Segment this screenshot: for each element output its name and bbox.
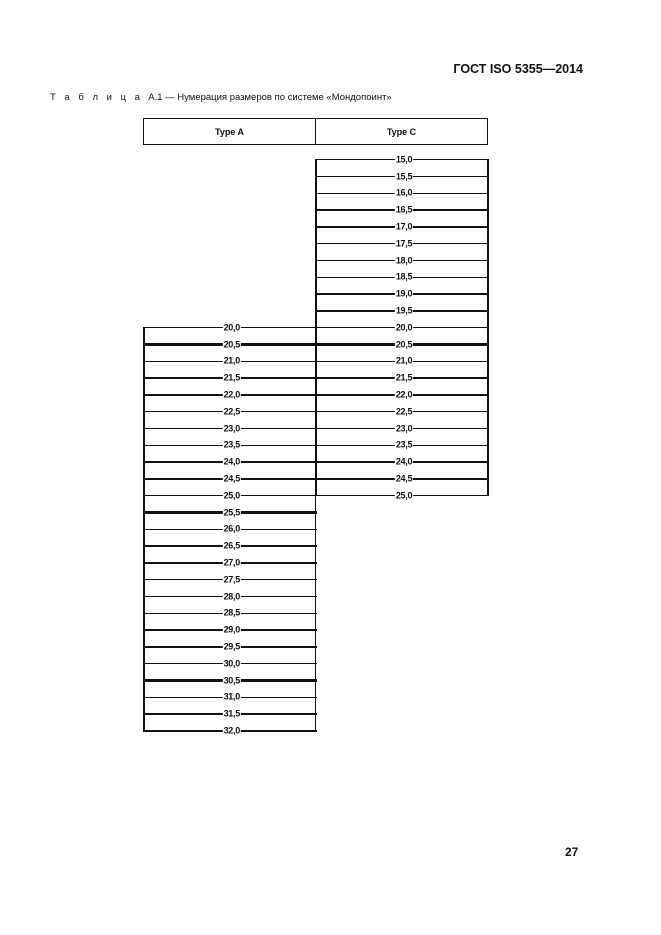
- caption-text: А.1 — Нумерация размеров по системе «Мондопоинт»: [148, 92, 392, 103]
- size-value: 22,0: [223, 389, 240, 400]
- size-value: 25,5: [223, 507, 240, 517]
- size-value: 31,0: [223, 691, 240, 702]
- table-header: [143, 118, 488, 145]
- size-value: 24,0: [395, 456, 413, 467]
- size-value: 18,5: [395, 271, 413, 282]
- size-value: 16,0: [395, 187, 413, 198]
- size-value: 30,5: [223, 675, 240, 685]
- size-value: 23,5: [395, 439, 413, 450]
- size-value: 24,5: [395, 473, 413, 484]
- size-value: 25,0: [395, 490, 413, 501]
- size-value: 17,5: [395, 238, 413, 249]
- caption-prefix: Т а б л и ц а: [50, 92, 143, 103]
- size-value: 27,5: [223, 574, 240, 585]
- size-value: 28,0: [223, 591, 240, 601]
- table-caption: [50, 92, 392, 103]
- size-value: 32,0: [223, 725, 240, 736]
- size-value: 26,5: [223, 540, 240, 551]
- size-value: 20,5: [223, 339, 240, 349]
- size-value: 22,0: [395, 389, 413, 400]
- size-value: 18,0: [395, 255, 413, 265]
- size-value: 17,0: [395, 221, 413, 232]
- column-header-type-c: Type C: [386, 126, 417, 137]
- size-value: 29,0: [223, 624, 240, 635]
- size-value: 20,0: [223, 322, 240, 333]
- size-value: 29,5: [223, 641, 240, 652]
- size-value: 23,0: [223, 423, 240, 433]
- size-value: 28,5: [223, 607, 240, 618]
- size-value: 15,5: [395, 171, 413, 181]
- size-value: 27,0: [223, 557, 240, 568]
- size-value: 20,0: [395, 322, 413, 333]
- page-number: 27: [565, 845, 579, 859]
- size-value: 25,0: [223, 490, 240, 501]
- size-value: 23,5: [223, 439, 240, 450]
- size-value: 22,5: [223, 406, 240, 417]
- size-value: 24,0: [223, 456, 240, 467]
- size-value: 22,5: [395, 406, 413, 417]
- size-value: 21,0: [223, 355, 240, 366]
- size-value: 21,0: [395, 355, 413, 366]
- size-value: 16,5: [395, 204, 413, 215]
- size-value: 30,0: [223, 658, 240, 669]
- column-header-type-a: Type A: [144, 119, 316, 144]
- size-value: 23,0: [395, 423, 413, 433]
- size-value: 20,5: [395, 339, 413, 349]
- size-value: 19,0: [395, 288, 413, 299]
- size-value: 19,5: [395, 305, 413, 316]
- size-value: 31,5: [223, 708, 240, 719]
- size-value: 26,0: [223, 523, 240, 534]
- size-value: 21,5: [395, 372, 413, 383]
- size-value: 15,0: [395, 154, 413, 165]
- size-value: 24,5: [223, 473, 240, 484]
- document-code: ГОСТ ISO 5355—2014: [453, 62, 583, 76]
- size-value: 21,5: [223, 372, 240, 383]
